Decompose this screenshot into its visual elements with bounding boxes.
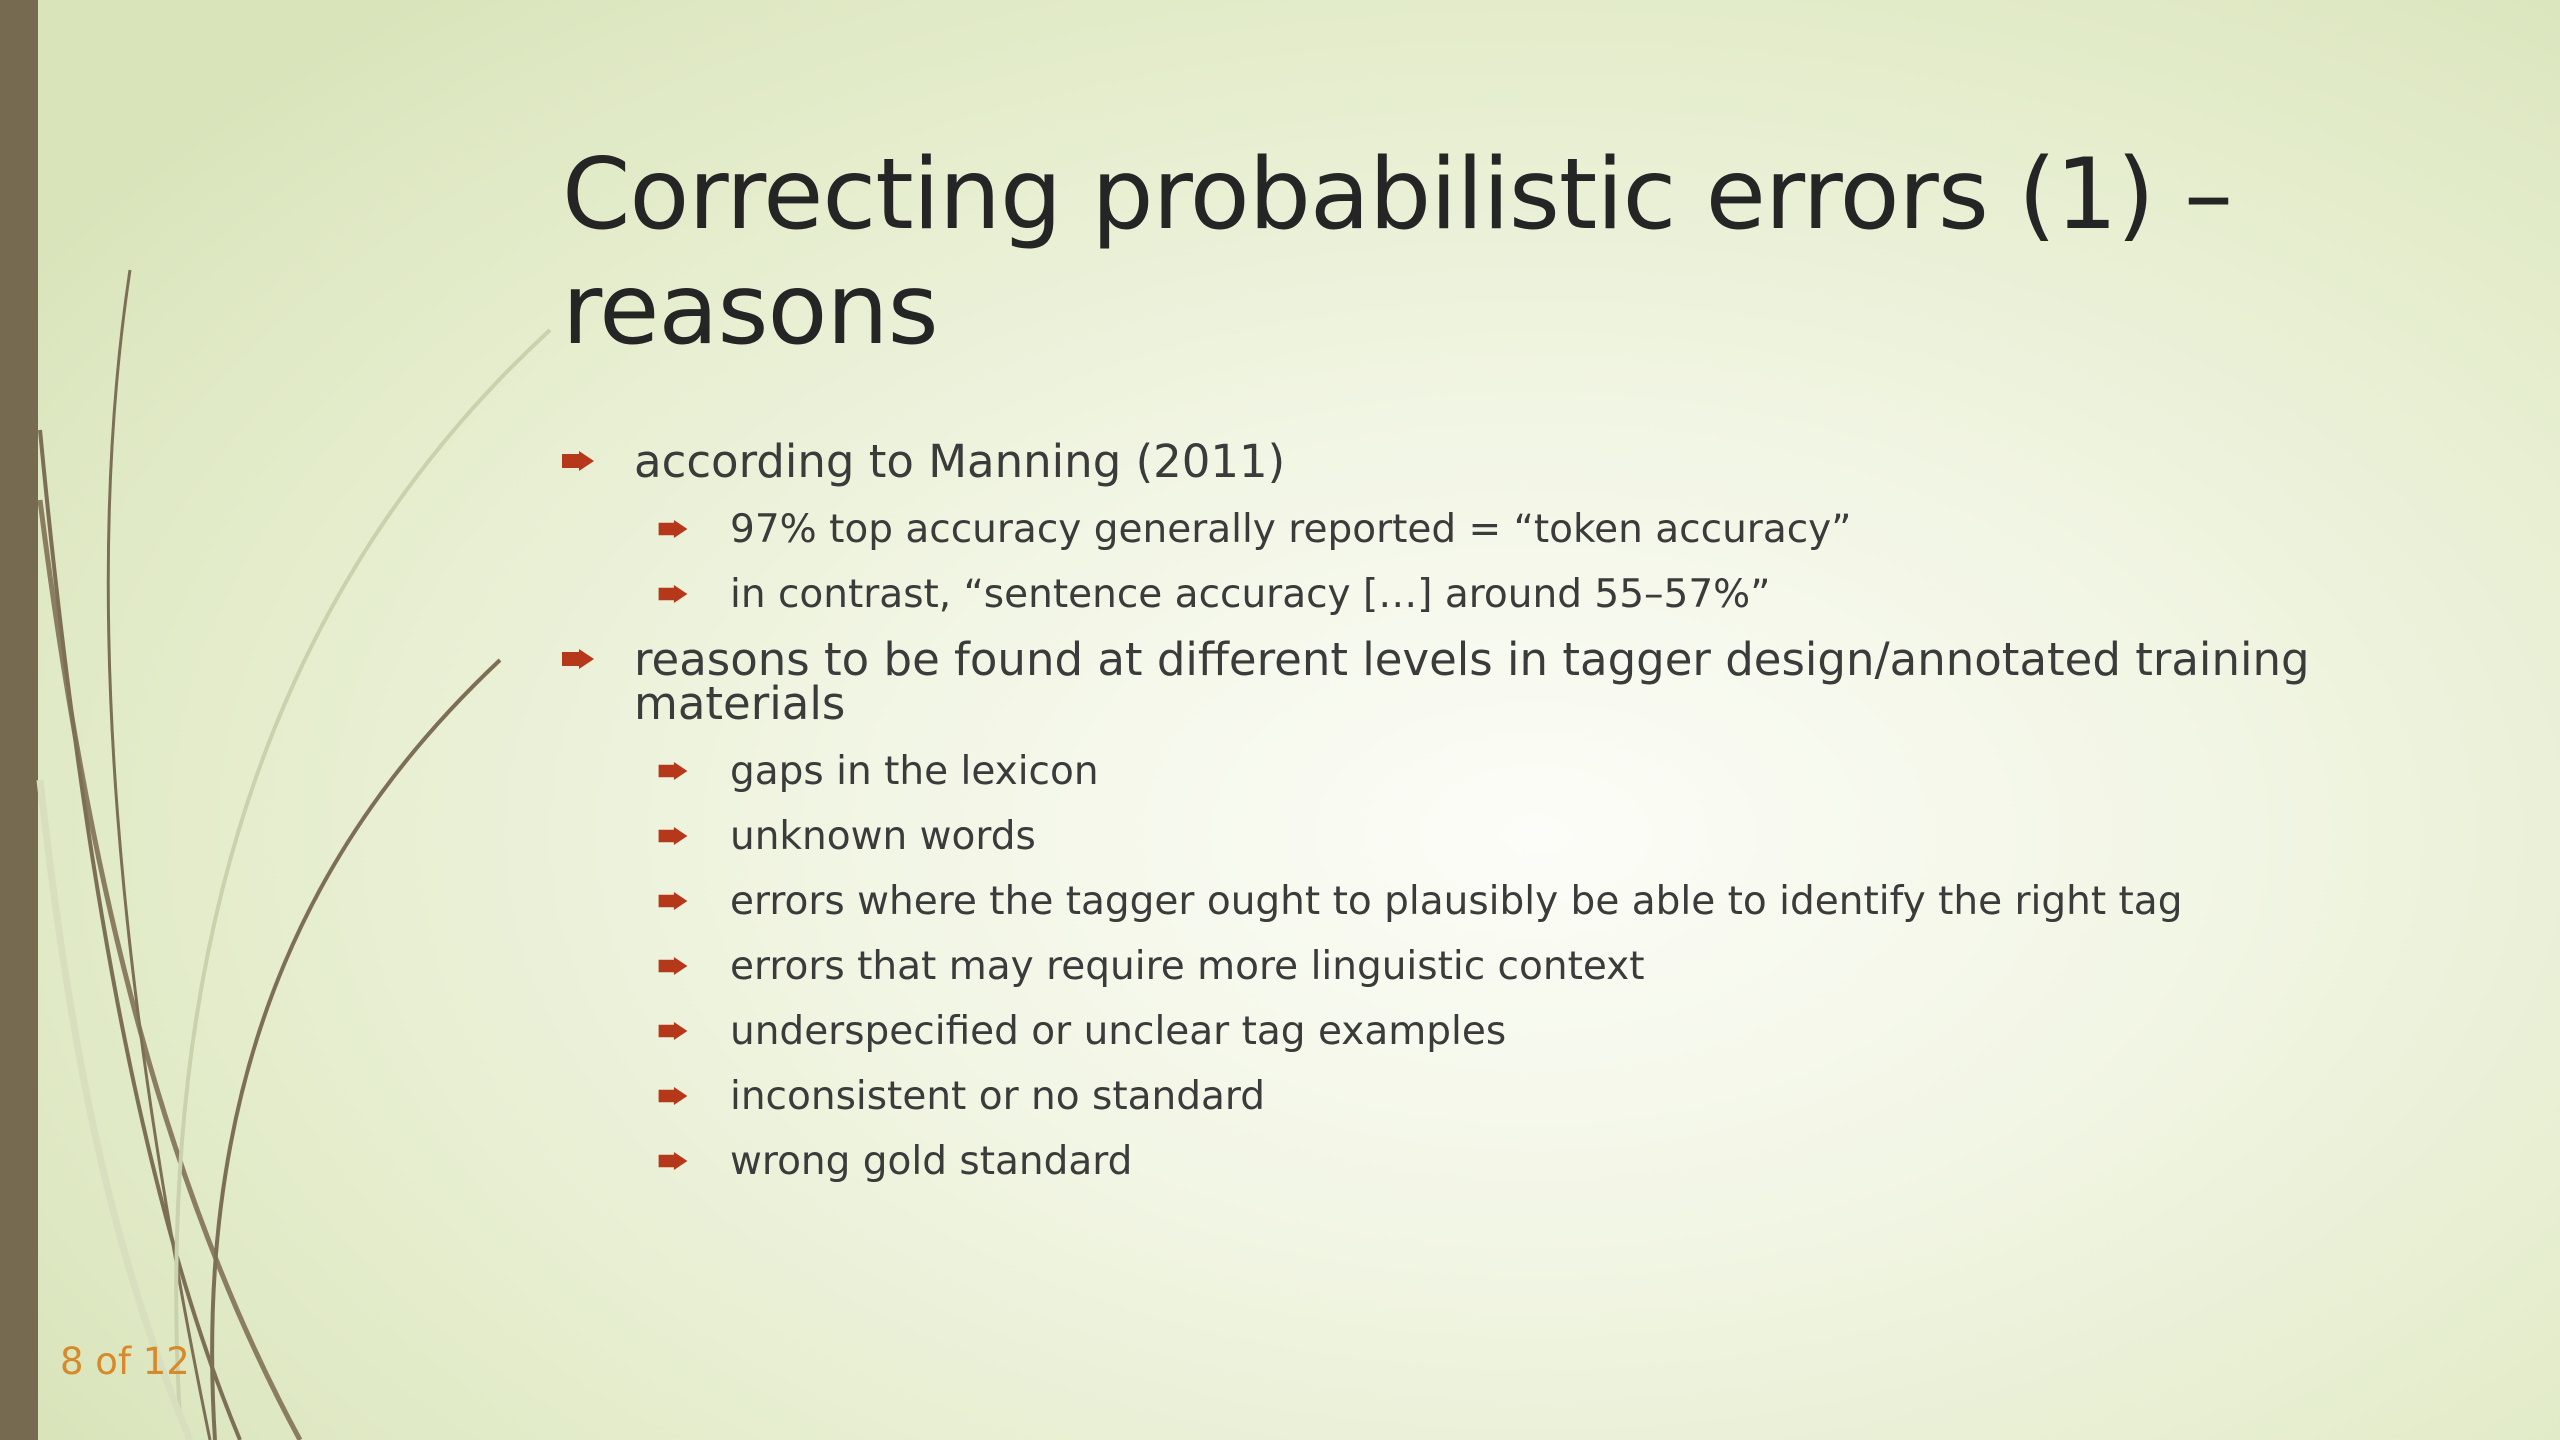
page-number: 8 of 12 — [60, 1340, 190, 1383]
arrow-bullet-icon — [562, 649, 594, 669]
left-accent-bar — [0, 0, 38, 1440]
bullet-text: gaps in the lexicon — [730, 749, 1099, 794]
bullet-item — [562, 435, 2382, 488]
arrow-bullet-icon — [658, 1087, 688, 1105]
sub-bullet-item — [658, 815, 2382, 859]
sub-bullet-item — [658, 508, 2382, 552]
arrow-bullet-icon — [658, 520, 688, 538]
bullet-text: reasons to be found at different levels in tagger design/annotated training materials — [634, 633, 2310, 730]
arrow-bullet-icon — [658, 762, 688, 780]
bullet-text: wrong gold standard — [730, 1139, 1133, 1184]
sub-bullet-item — [658, 1075, 2382, 1119]
arrow-bullet-icon — [658, 1152, 688, 1170]
arrow-bullet-icon — [562, 451, 594, 471]
bullet-text: errors that may require more linguistic context — [730, 944, 1645, 989]
bullet-text: unknown words — [730, 814, 1036, 859]
bullet-list — [562, 435, 2382, 1205]
sub-bullet-item — [658, 573, 2382, 617]
arrow-bullet-icon — [658, 827, 688, 845]
sub-bullet-item — [658, 880, 2382, 924]
slide-title: Correcting probabilistic errors (1) – reasons — [562, 138, 2233, 367]
arrow-bullet-icon — [658, 957, 688, 975]
sub-bullet-item — [658, 1140, 2382, 1184]
bullet-text: underspecified or unclear tag examples — [730, 1009, 1507, 1054]
arrow-bullet-icon — [658, 892, 688, 910]
arrow-bullet-icon — [658, 585, 688, 603]
bullet-text: 97% top accuracy generally reported = “token accuracy” — [730, 507, 1852, 552]
bullet-text: in contrast, “sentence accuracy […] around 55–57%” — [730, 572, 1771, 617]
sub-bullet-item — [658, 945, 2382, 989]
arrow-bullet-icon — [658, 1022, 688, 1040]
bullet-text: errors where the tagger ought to plausibly be able to identify the right tag — [730, 879, 2183, 924]
sub-bullet-item — [658, 750, 2382, 794]
sub-bullet-item — [658, 1010, 2382, 1054]
bullet-item — [562, 633, 2382, 730]
bullet-text: according to Manning (2011) — [634, 435, 1286, 488]
bullet-text: inconsistent or no standard — [730, 1074, 1265, 1119]
